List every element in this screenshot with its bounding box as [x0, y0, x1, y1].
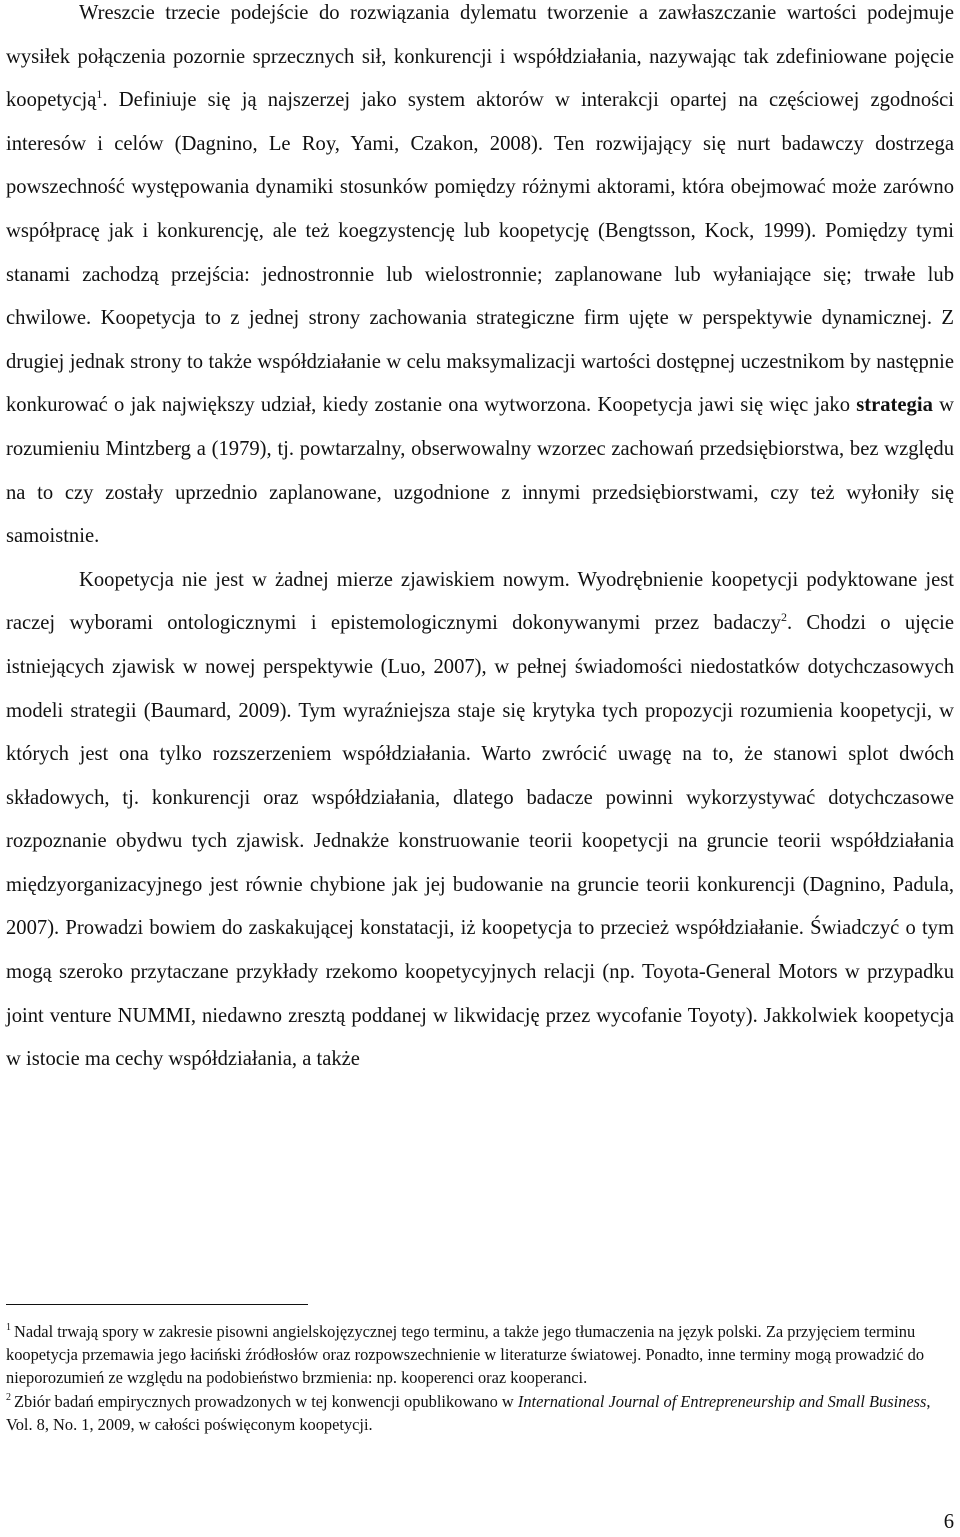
paragraph1-text-c: w rozumieniu Mintzberg a (1979), tj. powtarzalny, obserwowalny wzorzec zachowań przedsiębiorstwa, bez względu na to czy zostały uprzednio zaplanowane, uzgodnione z innymi przedsiębiorstwami, czy też wyłoniły się samoistnie. [6, 394, 954, 548]
bold-term-strategia: strategia [856, 394, 933, 417]
footnote-2-text-b: , Vol. 8, No. 1, 2009, w całości poświęconym koopetycji. [6, 1391, 931, 1434]
footnote-1-mark: 1 [6, 1322, 11, 1333]
paragraph-coopetition-not-new [6, 559, 954, 1082]
paragraph1-text-b: . Definiuje się ją najszerzej jako system aktorów w interakcji opartej na częściowej zgodności interesów i celów (Dagnino, Le Roy, Yami, Czakon, 2008). Ten rozwijający się nurt badawczy dostrzega powszechność występowania dynamiki stosunków pomiędzy różnymi aktorami, która obejmować może zarówno współpracę jak i konkurencję, ale też koegzystencję lub koopetycję (Bengtsson, Kock, 1999). Pomiędzy tymi stanami zachodzą przejścia: jednostronnie lub wielostronnie; zaplanowane lub wyłaniające się; trwałe lub chwilowe. Koopetycja to z jednej strony zachowania strategiczne firm ujęte w perspektywie dynamicznej. Z drugiej jednak strony to także współdziałanie w celu maksymalizacji wartości dostępnej uczestnikom by następnie konkurować o jak największy udział, kiedy zostanie ona wytworzona. Koopetycja jawi się więc jako [6, 89, 954, 417]
paragraph2-text-b: . Chodzi o ujęcie istniejących zjawisk w nowej perspektywie (Luo, 2007), w pełnej świadomości niedostatków dotychczasowych modeli strategii (Baumard, 2009). Tym wyraźniejsza staje się krytyka tych propozycji rozumienia koopetycji, w których jest ona tylko rozszerzeniem współdziałania. Warto zwrócić uwagę na to, że stanowi splot dwóch składowych, tj. konkurencji oraz współdziałania, dlatego badacze powinni wykorzystywać dotychczasowe rozpoznanie obydwu tych zjawisk. Jednakże konstruowanie teorii koopetycji na gruncie teorii współdziałania międzyorganizacyjnego jest równie chybione jak jej budowanie na gruncie teorii konkurencji (Dagnino, Padula, 2007). Prowadzi bowiem do zaskakującej konstatacji, iż koopetycja to przecież współdziałanie. Świadczyć o tym mogą szeroko przytaczane przykłady rzekomo koopetycyjnych relacji (np. Toyota-General Motors w przypadku joint venture NUMMI, niedawno zresztą poddanej w likwidację przez wycofanie Toyoty). Jakkolwiek koopetycja w istocie ma cechy współdziałania, a także [6, 612, 954, 1071]
footnote-2-mark: 2 [6, 1391, 11, 1403]
paragraph2-text-a: Koopetycja nie jest w żadnej mierze zjawiskiem nowym. Wyodrębnienie koopetycji podyktowane jest raczej wyborami ontologicznymi i epistemologicznymi dokonywanymi przez badaczy [6, 568, 954, 635]
page-number: 6 [943, 1511, 954, 1533]
footnote-2-text-a: Zbiór badań empirycznych prowadzonych w tej konwencji opublikowano w [14, 1391, 518, 1411]
footnote-2 [6, 1390, 954, 1436]
footnote-1-text: Nadal trwają spory w zakresie pisowni angielskojęzycznej tego terminu, a także jego tłumaczenia na język polski. Za przyjęciem terminu koopetycja przemawia jego łaciński źródłosłów oraz rozpowszechnienie w literaturze światowej. Ponadto, inne terminy mogą prowadzić do nieporozumień ze względu na podobieństwo brzmienia: np. kooperenci oraz kooperanci. [6, 1322, 925, 1388]
footnote-separator [6, 1304, 308, 1305]
footnote-1 [6, 1320, 954, 1390]
paragraph1-text-a: Wreszcie trzecie podejście do rozwiązania dylematu tworzenie a zawłaszczanie wartości podejmuje wysiłek połączenia pozornie sprzecznych sił, konkurencji i współdziałania, nazywając tak zdefiniowane pojęcie koopetycją [6, 2, 954, 112]
footnote-2-journal-title: International Journal of Entrepreneurship and Small Business [517, 1391, 927, 1411]
paragraph-coopetition-definition [6, 0, 954, 559]
footnote-ref-1[interactable]: 1 [96, 87, 103, 102]
footnote-ref-2[interactable]: 2 [780, 610, 787, 625]
page-body [6, 0, 954, 1082]
footnotes [6, 1320, 954, 1436]
